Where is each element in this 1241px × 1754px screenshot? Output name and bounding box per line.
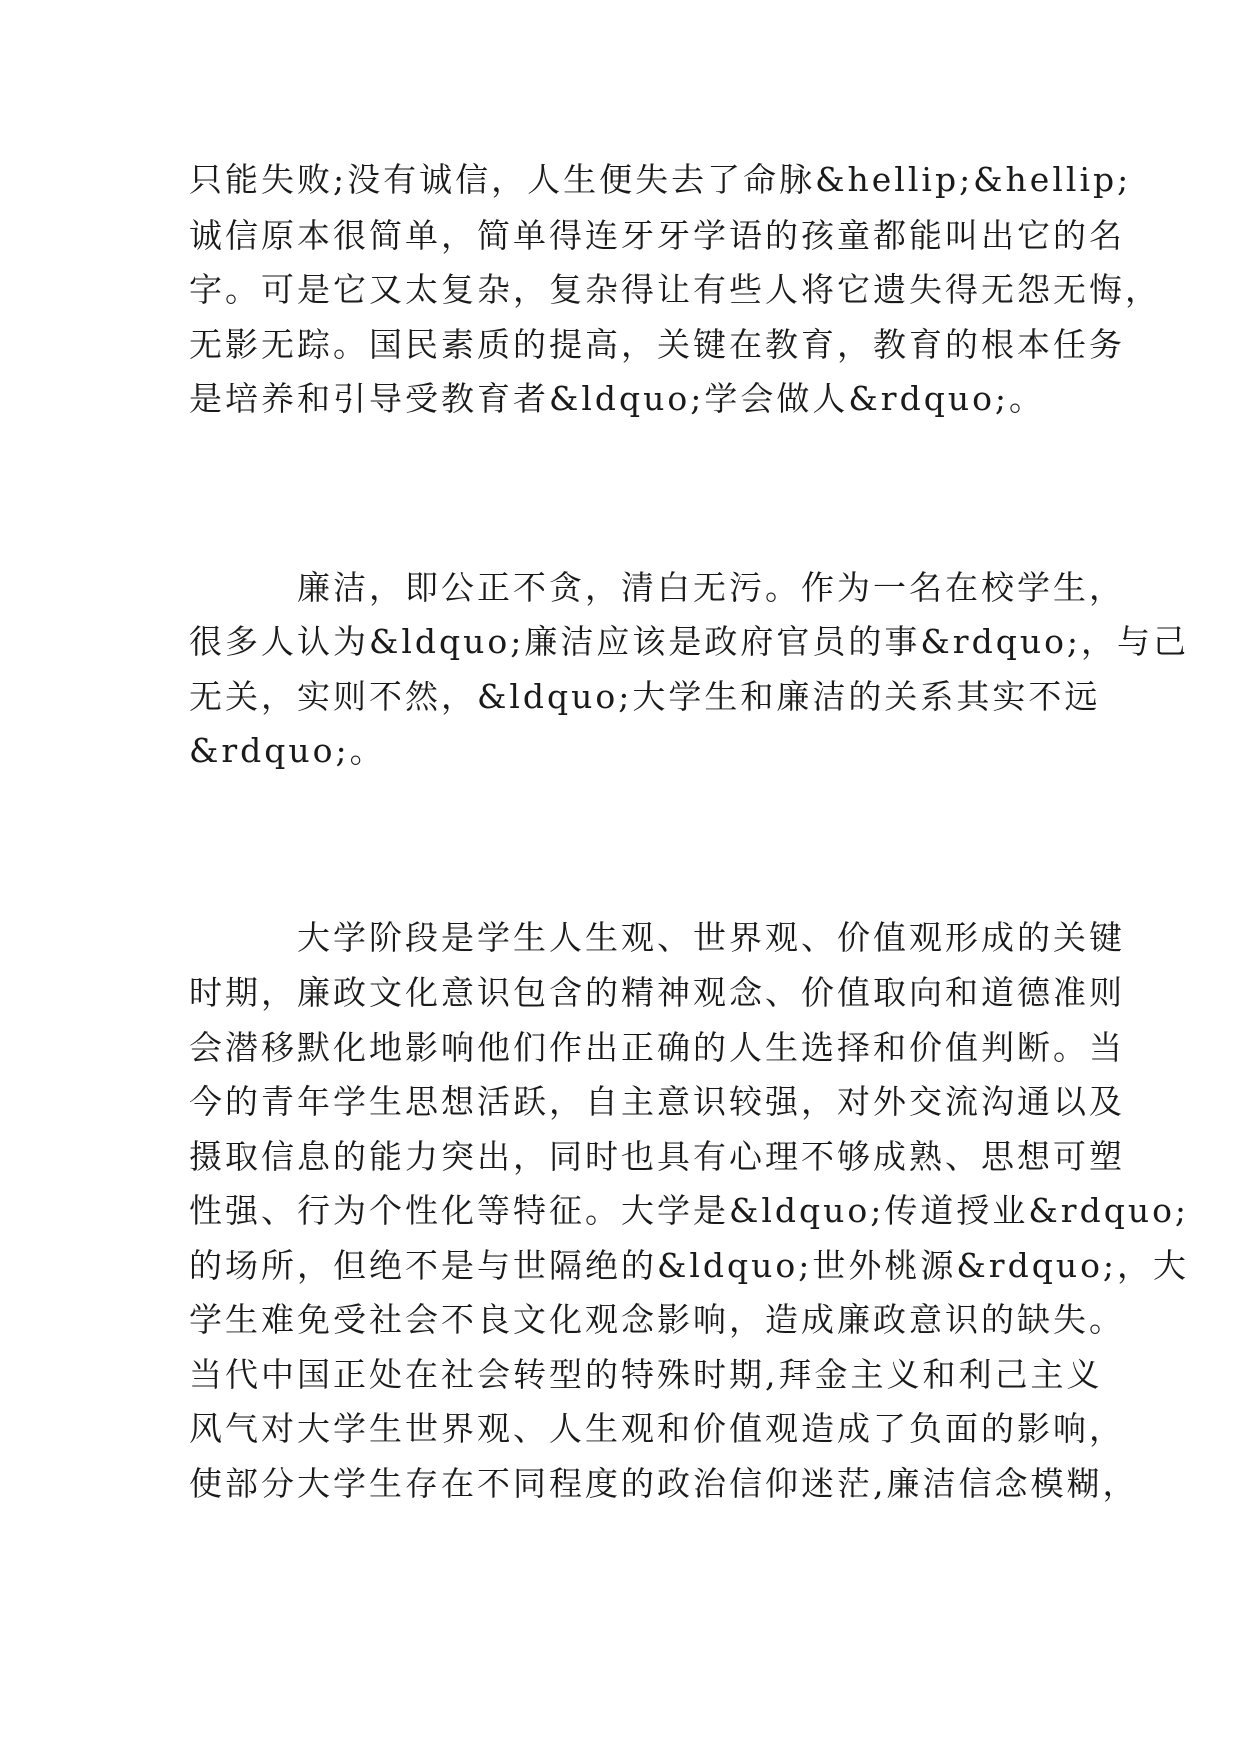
text-line: 摄取信息的能力突出，同时也具有心理不够成熟、思想可塑 bbox=[189, 1137, 1125, 1176]
text-line: 是培养和引导受教育者&ldquo;学会做人&rdquo;。 bbox=[189, 379, 1046, 418]
text-line: 大学阶段是学生人生观、世界观、价值观形成的关键 bbox=[297, 918, 1125, 957]
text-line: 性强、行为个性化等特征。大学是&ldquo;传道授业&rdquo; bbox=[189, 1191, 1190, 1230]
text-line: 时期，廉政文化意识包含的精神观念、价值取向和道德准则 bbox=[189, 973, 1125, 1012]
text-line: 使部分大学生存在不同程度的政治信仰迷茫,廉洁信念模糊， bbox=[189, 1464, 1139, 1503]
text-line: 无关，实则不然，&ldquo;大学生和廉洁的关系其实不远 bbox=[189, 677, 1101, 716]
text-line: 当代中国正处在社会转型的特殊时期,拜金主义和利己主义 bbox=[189, 1355, 1103, 1394]
text-line: 无影无踪。国民素质的提高，关键在教育，教育的根本任务 bbox=[189, 325, 1125, 364]
text-line: 会潜移默化地影响他们作出正确的人生选择和价值判断。当 bbox=[189, 1028, 1125, 1067]
text-line: 风气对大学生世界观、人生观和价值观造成了负面的影响， bbox=[189, 1409, 1125, 1448]
text-line: 廉洁，即公正不贪，清白无污。作为一名在校学生， bbox=[297, 568, 1125, 607]
text-line: 诚信原本很简单，简单得连牙牙学语的孩童都能叫出它的名 bbox=[189, 216, 1125, 255]
text-line: 学生难免受社会不良文化观念影响，造成廉政意识的缺失。 bbox=[189, 1300, 1125, 1339]
text-line: 只能失败;没有诚信，人生便失去了命脉&hellip;&hellip; bbox=[189, 160, 1132, 199]
text-line: 今的青年学生思想活跃，自主意识较强，对外交流沟通以及 bbox=[189, 1082, 1125, 1121]
text-line: &rdquo;。 bbox=[189, 731, 386, 770]
text-line: 的场所，但绝不是与世隔绝的&ldquo;世外桃源&rdquo;，大 bbox=[189, 1246, 1190, 1285]
text-line: 字。可是它又太复杂，复杂得让有些人将它遗失得无怨无悔， bbox=[189, 270, 1161, 309]
text-line: 很多人认为&ldquo;廉洁应该是政府官员的事&rdquo;，与己 bbox=[189, 622, 1190, 661]
